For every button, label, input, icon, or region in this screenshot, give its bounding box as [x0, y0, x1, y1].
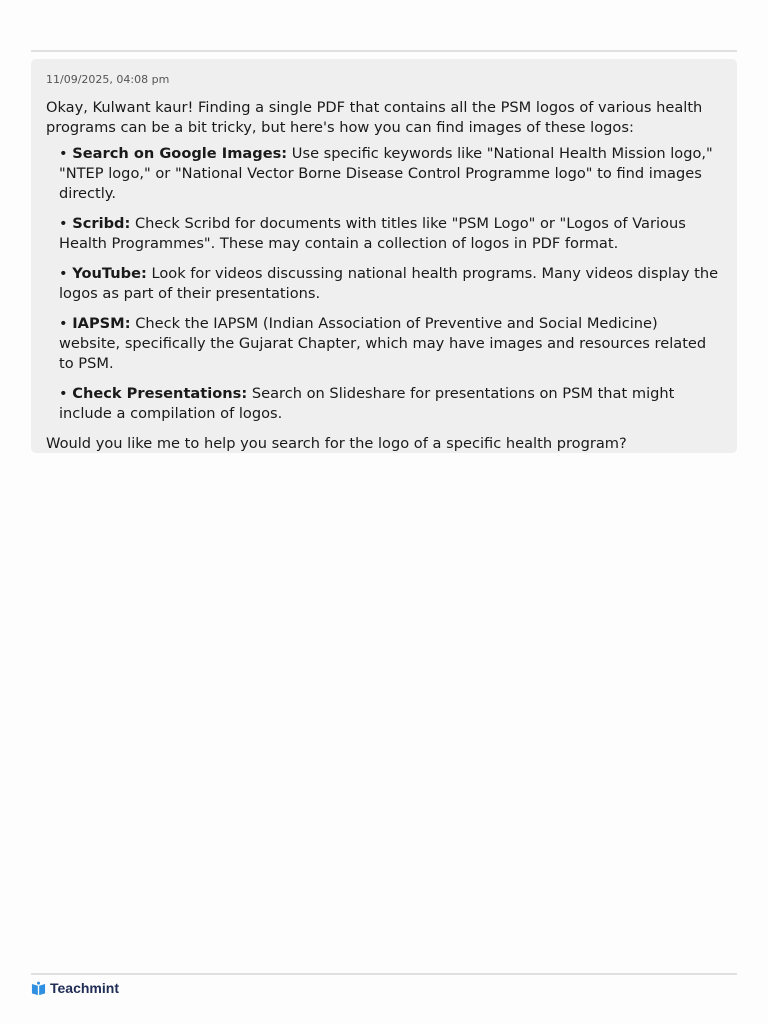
message-timestamp: 11/09/2025, 04:08 pm	[46, 73, 170, 86]
bullet: •	[59, 265, 68, 282]
tip-text: Check Scribd for documents with titles like "PSM Logo" or "Logos of Various Health Programmes". These may contain a collection of logos in PDF format.	[59, 215, 686, 252]
footer-logo	[31, 980, 119, 996]
top-divider	[31, 50, 737, 52]
message-closing: Would you like me to help you search for the logo of a specific health program?	[46, 435, 627, 452]
bullet: •	[59, 215, 68, 232]
message-card	[31, 59, 737, 453]
tip-title: IAPSM:	[72, 315, 131, 332]
list-item	[59, 384, 722, 424]
tip-text: Use specific keywords like "National Health Mission logo," "NTEP logo," or "National Vector Borne Disease Control Programme logo" to find images directly.	[59, 145, 713, 202]
tip-title: Check Presentations:	[72, 385, 248, 402]
tip-title: Scribd:	[72, 215, 131, 232]
footer-divider	[31, 973, 737, 975]
tip-text: Look for videos discussing national health programs. Many videos display the logos as part of their presentations.	[59, 265, 719, 302]
message-intro: Okay, Kulwant kaur! Finding a single PDF that contains all the PSM logos of various health programs can be a bit tricky, but here's how you can find images of these logos:	[46, 99, 703, 136]
tip-text: Search on Slideshare for presentations on PSM that might include a compilation of logos.	[59, 385, 675, 422]
brand-name: Teachmint	[50, 980, 119, 996]
list-item	[59, 214, 722, 254]
tip-title: Search on Google Images:	[72, 145, 288, 162]
tip-title: YouTube:	[72, 265, 147, 282]
teachmint-logo-icon	[31, 981, 46, 996]
bullet: •	[59, 145, 68, 162]
tip-text: Check the IAPSM (Indian Association of Preventive and Social Medicine) website, specifically the Gujarat Chapter, which may have images and resources related to PSM.	[59, 315, 707, 372]
list-item	[59, 264, 722, 304]
tips-list	[46, 144, 722, 424]
bullet: •	[59, 385, 68, 402]
list-item	[59, 144, 722, 204]
bullet: •	[59, 315, 68, 332]
list-item	[59, 314, 722, 374]
